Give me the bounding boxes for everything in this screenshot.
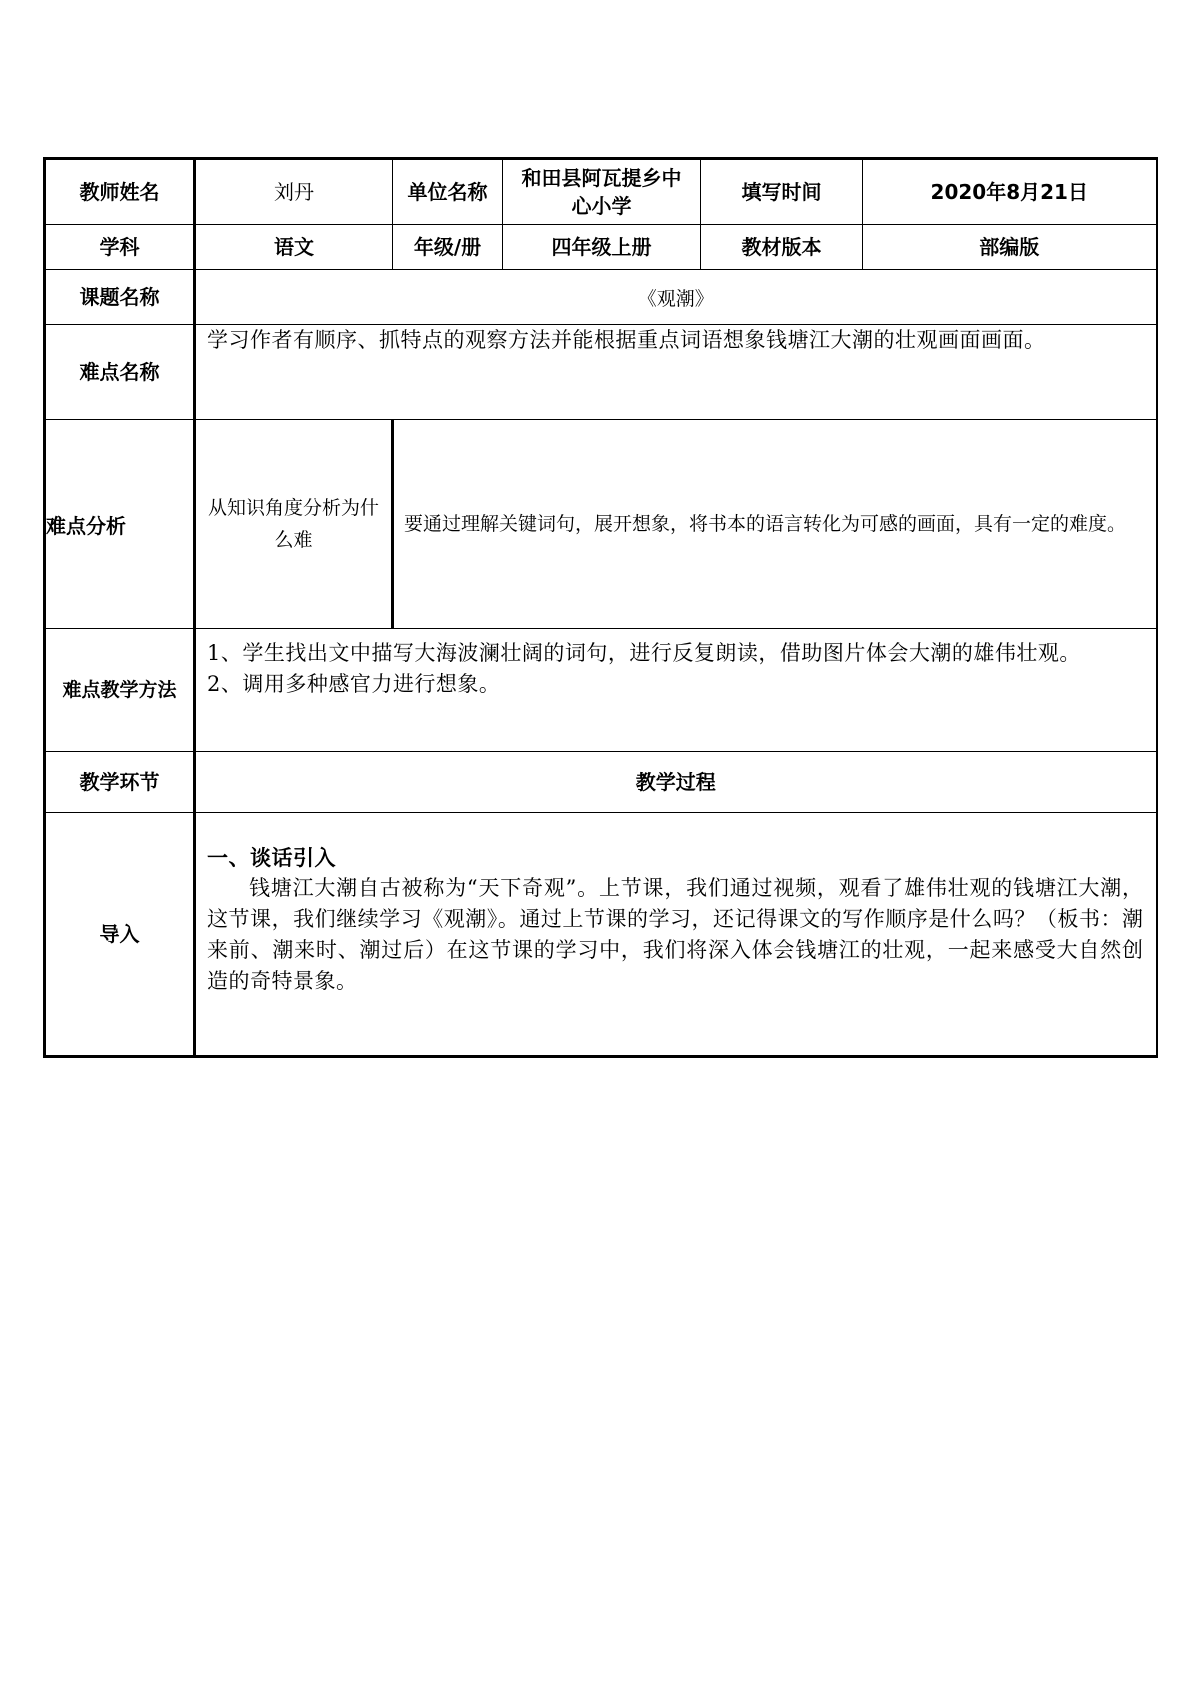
lesson-plan-table <box>43 157 1158 1058</box>
subject-label: 学科 <box>45 225 195 270</box>
subject-value: 语文 <box>195 225 393 270</box>
process-header: 教学过程 <box>195 752 1157 813</box>
intro-label: 导入 <box>45 813 195 1057</box>
method-item: 1、学生找出文中描写大海波澜壮阔的词句，进行反复朗读，借助图片体会大潮的雄伟壮观。 <box>207 641 1081 665</box>
difficulty-row <box>45 325 1157 420</box>
analysis-sub-cell <box>195 420 393 629</box>
topic-value: 《观潮》 <box>195 270 1157 325</box>
fill-date-label: 填写时间 <box>701 159 863 225</box>
intro-text: 钱塘江大潮自古被称为“天下奇观”。上节课，我们通过视频，观看了雄伟壮观的钱塘江大潮，这节课，我们继续学习《观潮》。通过上节课的学习，还记得课文的写作顺序是什么吗？（板书：潮来前、潮来时、潮过后）在这节课的学习中，我们将深入体会钱塘江的壮观，一起来感受大自然创造的奇特景象。 <box>207 876 1144 993</box>
topic-label: 课题名称 <box>45 270 195 325</box>
intro-content <box>196 843 1156 997</box>
analysis-text-cell <box>393 420 1157 629</box>
method-row <box>45 629 1157 752</box>
analysis-sub-label: 从知识角度分析为什么难 <box>207 497 379 551</box>
grade-value: 四年级上册 <box>503 225 701 270</box>
fill-date-value: 2020年8月21日 <box>863 159 1157 225</box>
info-row-2 <box>45 225 1157 270</box>
analysis-row <box>45 420 1157 629</box>
info-row-1 <box>45 159 1157 225</box>
difficulty-cell <box>195 325 1157 420</box>
grade-label: 年级/册 <box>393 225 503 270</box>
method-list <box>196 638 1156 700</box>
method-label: 难点教学方法 <box>45 629 195 752</box>
edition-label: 教材版本 <box>701 225 863 270</box>
process-header-row <box>45 752 1157 813</box>
intro-heading: 一、谈话引入 <box>207 845 336 870</box>
method-cell <box>195 629 1157 752</box>
unit-name-label: 单位名称 <box>393 159 503 225</box>
method-item: 2、调用多种感官力进行想象。 <box>207 672 501 696</box>
intro-row <box>45 813 1157 1057</box>
difficulty-text: 学习作者有顺序、抓特点的观察方法并能根据重点词语想象钱塘江大潮的壮观画面画面。 <box>207 328 1046 352</box>
unit-name-value: 和田县阿瓦提乡中心小学 <box>503 159 701 225</box>
edition-value: 部编版 <box>863 225 1157 270</box>
teacher-name-label: 教师姓名 <box>45 159 195 225</box>
analysis-label: 难点分析 <box>45 420 195 629</box>
stage-header: 教学环节 <box>45 752 195 813</box>
intro-cell <box>195 813 1157 1057</box>
teacher-name-value: 刘丹 <box>195 159 393 225</box>
analysis-text: 要通过理解关键词句，展开想象，将书本的语言转化为可感的画面，具有一定的难度。 <box>404 512 1127 535</box>
topic-row <box>45 270 1157 325</box>
difficulty-label: 难点名称 <box>45 325 195 420</box>
